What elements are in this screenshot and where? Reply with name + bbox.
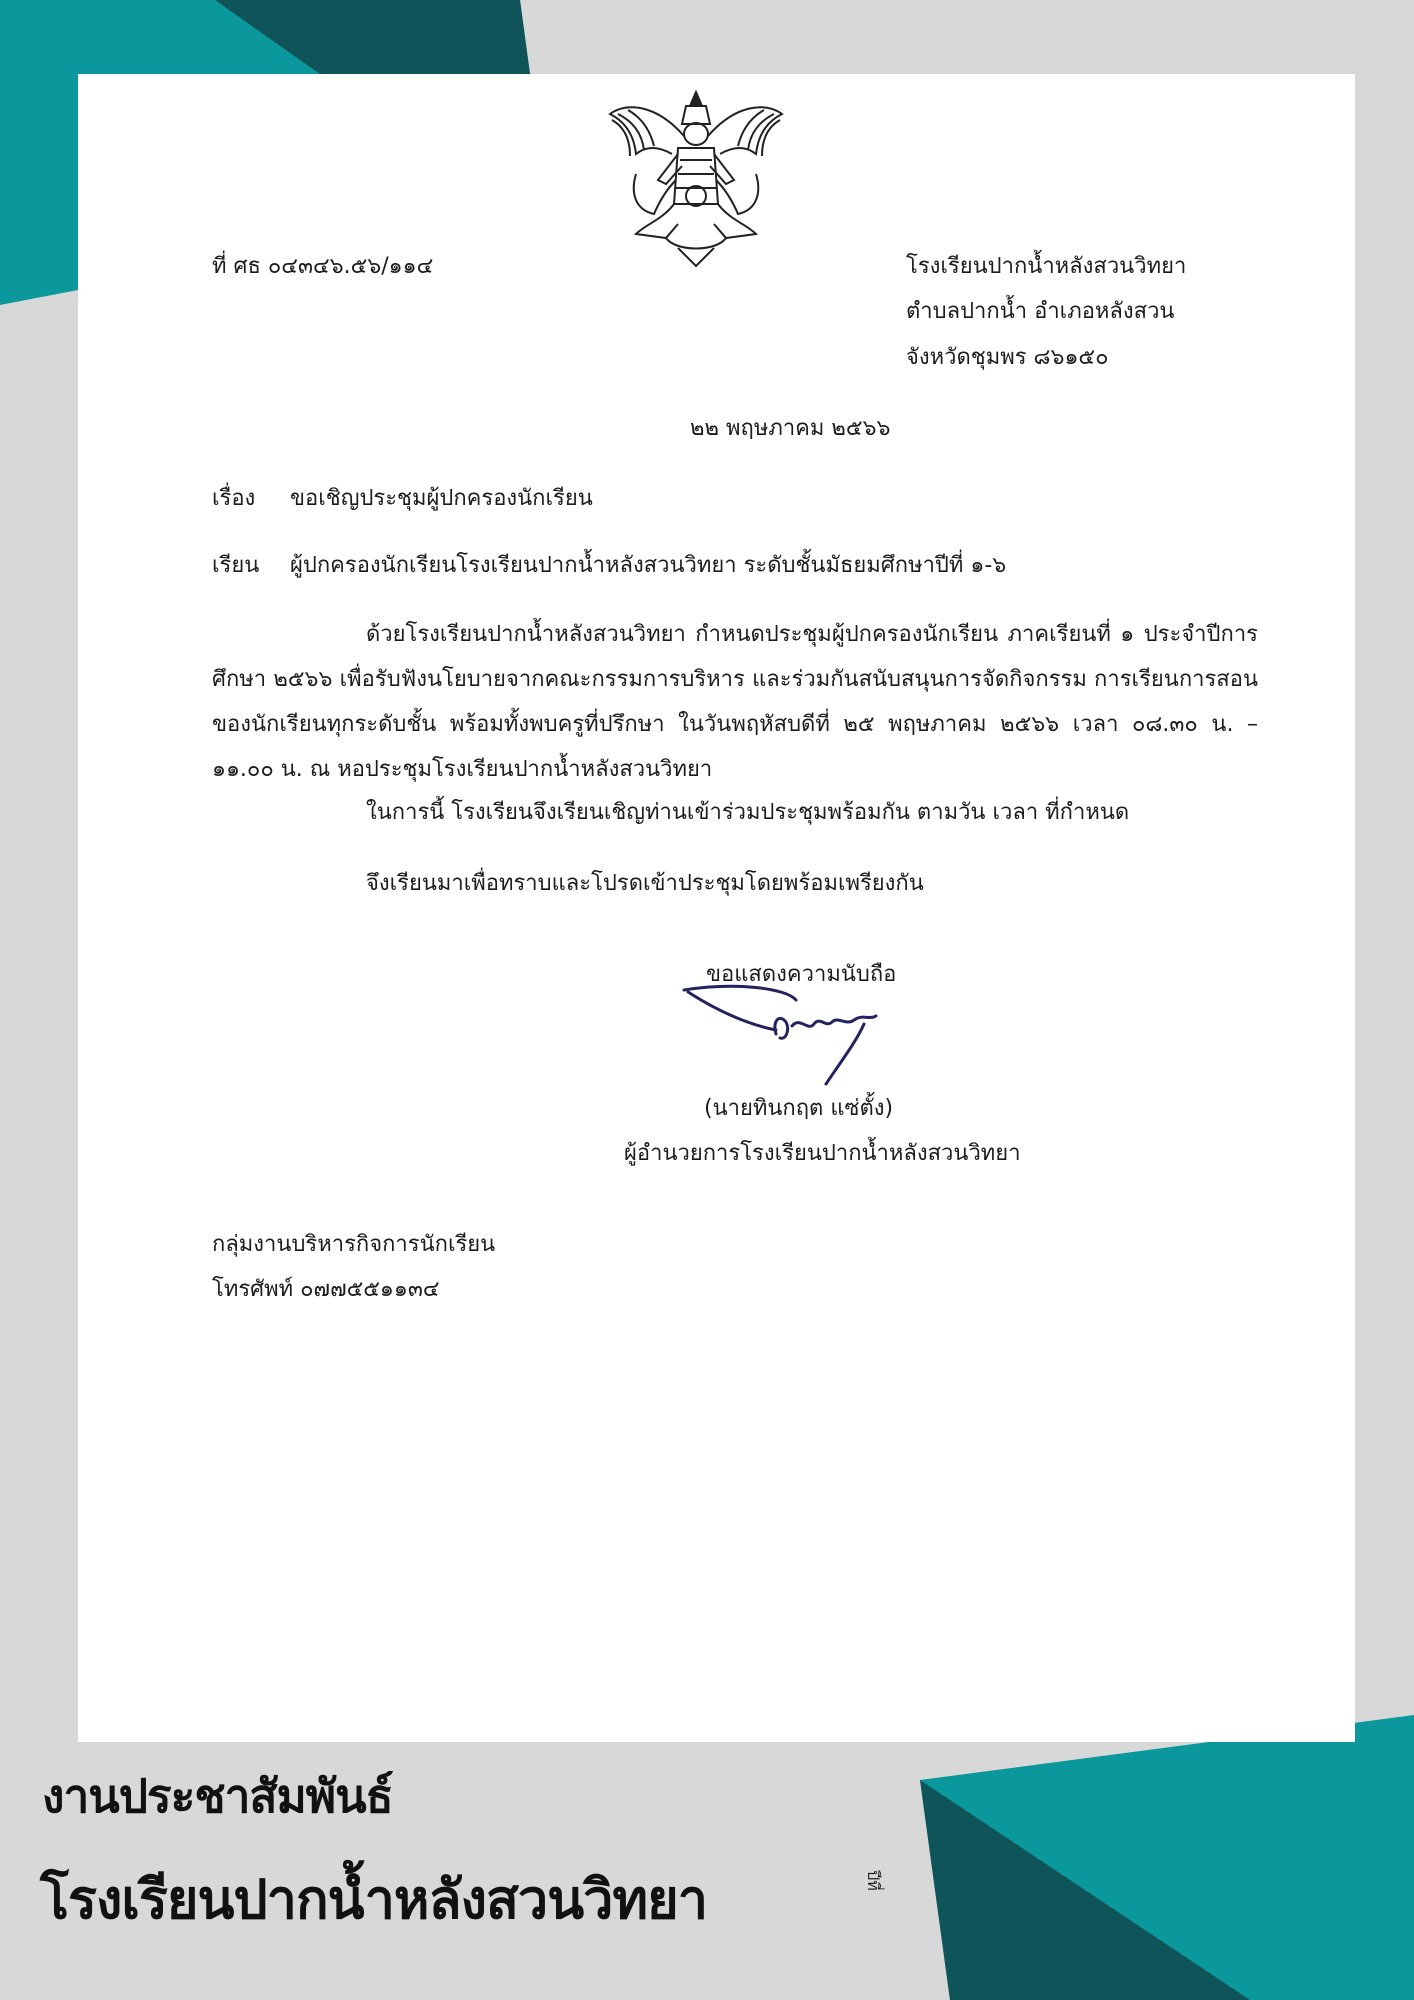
- footer-side-mark: ปีที่: [863, 1870, 883, 1891]
- subject-text: ขอเชิญประชุมผู้ปกครองนักเรียน: [290, 486, 593, 511]
- grey-notch-right: [1355, 1553, 1414, 1742]
- phone-number: โทรศัพท์ ๐๗๗๕๕๑๑๓๔: [212, 1277, 440, 1302]
- garuda-emblem-icon: [606, 84, 786, 270]
- address-line-3: จังหวัดชุมพร ๘๖๑๕๐: [906, 345, 1109, 370]
- address-line-1: โรงเรียนปากน้ำหลังสวนวิทยา: [906, 254, 1187, 279]
- recipient-label: เรียน: [212, 553, 260, 578]
- subject-label: เรื่อง: [212, 486, 256, 511]
- address-line-2: ตำบลปากน้ำ อำเภอหลังสวน: [906, 299, 1175, 324]
- invitation-text: ในการนี้ โรงเรียนจึงเรียนเชิญท่านเข้าร่วมประชุมพร้อมกัน ตามวัน เวลา ที่กำหนด: [366, 800, 1130, 825]
- letter-date: ๒๒ พฤษภาคม ๒๕๖๖: [690, 416, 891, 441]
- body-paragraph: ด้วยโรงเรียนปากน้ำหลังสวนวิทยา กำหนดประชุมผู้ปกครองนักเรียน ภาคเรียนที่ ๑ ประจำปีการศึกษา ๒๕๖๖ เพื่อรับฟังนโยบายจากคณะกรรมการบริหาร และร่วมกันสนับสนุนการจัดกิจกรรม การเรียนการสอนของนักเรียนทุกระดับชั้น พร้อมทั้งพบครูที่ปรึกษา ในวันพฤหัสบดีที่ ๒๕ พฤษภาคม ๒๕๖๖ เวลา ๐๘.๓๐ น. – ๑๑.๐๐ น. ณ หอประชุมโรงเรียนปากน้ำหลังสวนวิทยา: [212, 622, 1258, 782]
- sign-off: ขอแสดงความนับถือ: [706, 962, 897, 987]
- handwritten-signature: [676, 980, 906, 1090]
- footer-pr-title: งานประชาสัมพันธ์: [42, 1769, 393, 1823]
- grey-notch-top-right: [1355, 74, 1414, 126]
- department: กลุ่มงานบริหารกิจการนักเรียน: [212, 1232, 496, 1257]
- closing-request: จึงเรียนมาเพื่อทราบและโปรดเข้าประชุมโดยพร้อมเพรียงกัน: [366, 871, 924, 896]
- signer-title: ผู้อำนวยการโรงเรียนปากน้ำหลังสวนวิทยา: [624, 1141, 1021, 1166]
- footer-school-name: โรงเรียนปากน้ำหลังสวนวิทยา: [40, 1868, 708, 1931]
- reference-number: ที่ ศธ ๐๔๓๔๖.๕๖/๑๑๔: [212, 254, 434, 279]
- signer-name: (นายทินกฤต แซ่ตั้ง): [704, 1096, 894, 1121]
- recipient-text: ผู้ปกครองนักเรียนโรงเรียนปากน้ำหลังสวนวิทยา ระดับชั้นมัธยมศึกษาปีที่ ๑-๖: [290, 553, 1007, 578]
